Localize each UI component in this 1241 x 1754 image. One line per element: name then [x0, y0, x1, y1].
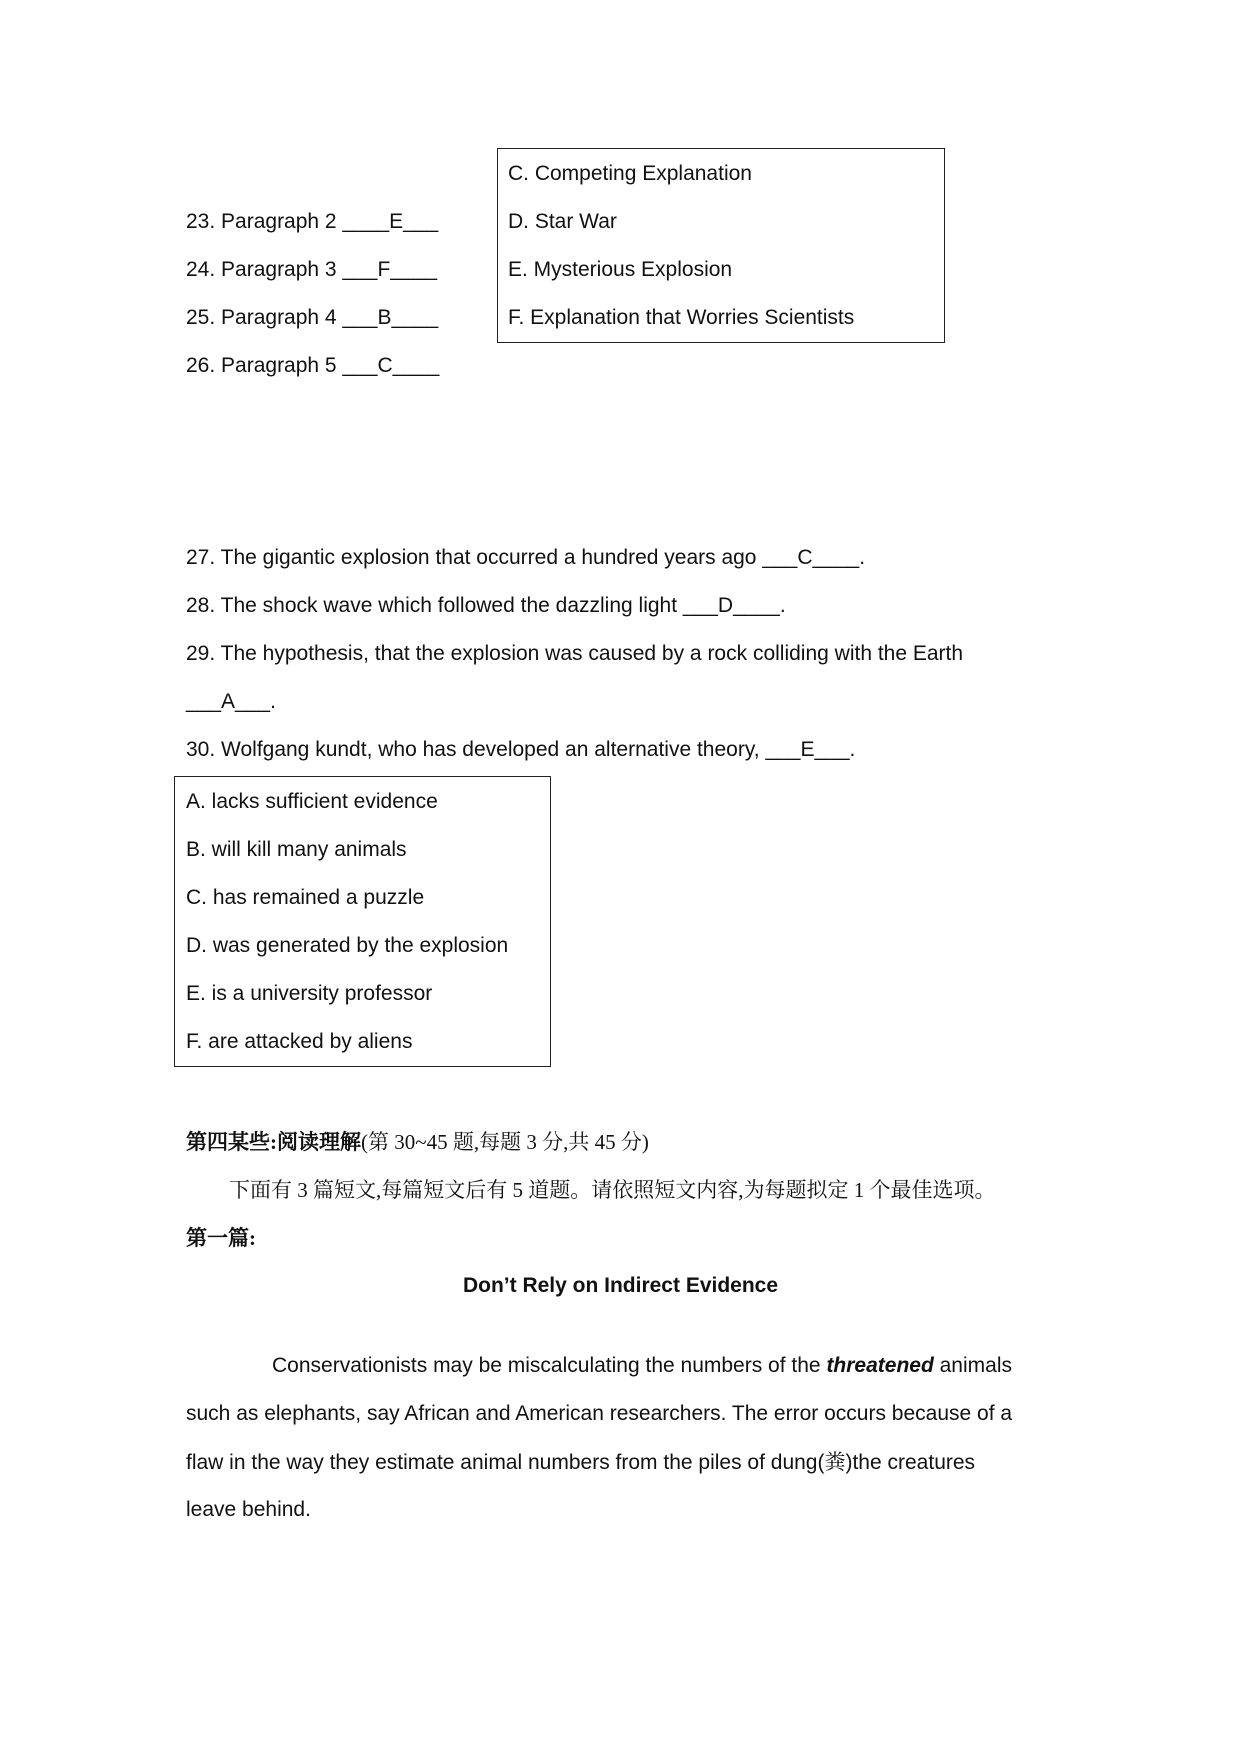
article-line-1-after: animals — [933, 1354, 1012, 1377]
article-line-3-cjk: 粪 — [824, 1450, 846, 1474]
question-27: 27. The gigantic explosion that occurred a hundred years ago ___C____. — [186, 546, 866, 569]
article-line-3-before: flaw in the way they estimate animal numbers from the piles of dung( — [186, 1451, 825, 1474]
ending-option-a: A. lacks sufficient evidence — [186, 790, 438, 813]
question-28: 28. The shock wave which followed the dazzling light ___D____. — [186, 594, 786, 617]
question-23: 23. Paragraph 2 ____E___ — [186, 210, 439, 233]
article-line-3 — [186, 1449, 975, 1476]
section-instruction: 下面有 3 篇短文,每篇短文后有 5 道题。请依照短文内容,为每题拟定 1 个最佳选项。 — [229, 1178, 996, 1202]
section-heading-bold: 第四某些:阅读理解 — [186, 1130, 361, 1154]
ending-option-e: E. is a university professor — [186, 982, 433, 1005]
ending-option-d: D. was generated by the explosion — [186, 934, 509, 957]
ending-option-c: C. has remained a puzzle — [186, 886, 425, 909]
part-label: 第一篇: — [186, 1226, 256, 1250]
question-29-line-1: 29. The hypothesis, that the explosion was caused by a rock colliding with the Earth — [186, 642, 964, 665]
article-line-2: such as elephants, say African and American researchers. The error occurs because of a — [186, 1402, 1013, 1425]
ending-option-f: F. are attacked by aliens — [186, 1030, 413, 1053]
heading-option-f: F. Explanation that Worries Scientists — [508, 306, 855, 329]
question-29-line-2: ___A___. — [186, 690, 276, 713]
article-line-3-after: )the creatures — [845, 1451, 976, 1474]
question-26: 26. Paragraph 5 ___C____ — [186, 354, 440, 377]
question-30: 30. Wolfgang kundt, who has developed an alternative theory, ___E___. — [186, 738, 856, 761]
heading-option-c: C. Competing Explanation — [508, 162, 752, 185]
heading-option-d: D. Star War — [508, 210, 617, 233]
article-line-1 — [272, 1353, 1012, 1379]
ending-options-box — [174, 776, 551, 1067]
article-emphasis: threatened — [826, 1354, 934, 1377]
ending-option-b: B. will kill many animals — [186, 838, 407, 861]
question-24: 24. Paragraph 3 ___F____ — [186, 258, 438, 281]
section-heading — [186, 1129, 649, 1156]
article-title: Don’t Rely on Indirect Evidence — [462, 1274, 779, 1297]
question-25: 25. Paragraph 4 ___B____ — [186, 306, 439, 329]
section-heading-rest: (第 30~45 题,每题 3 分,共 45 分) — [361, 1130, 649, 1154]
heading-option-e: E. Mysterious Explosion — [508, 258, 733, 281]
article-line-4: leave behind. — [186, 1498, 311, 1521]
article-line-1-before: Conservationists may be miscalculating the numbers of the — [272, 1354, 827, 1377]
